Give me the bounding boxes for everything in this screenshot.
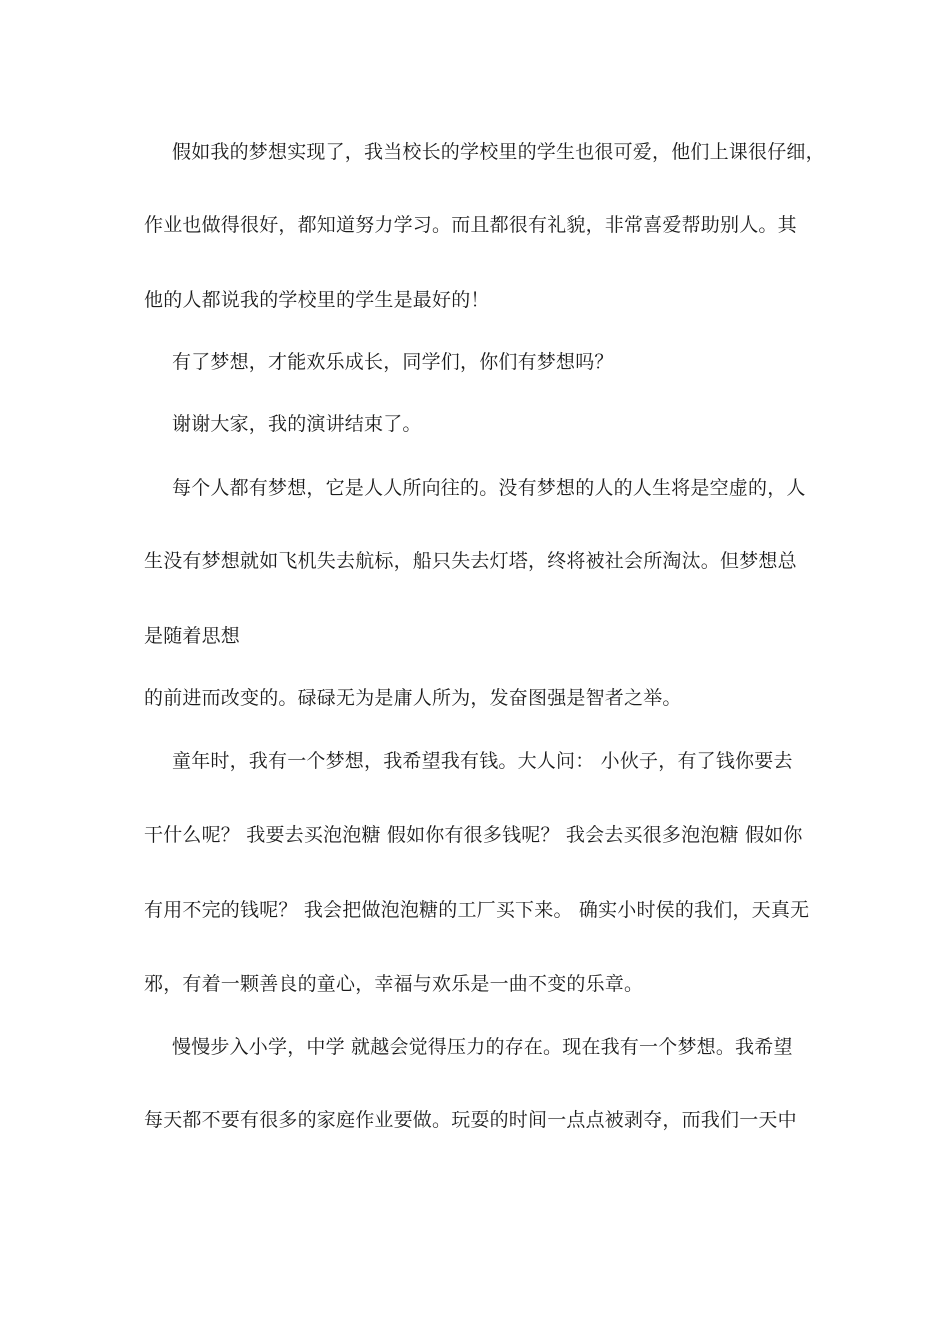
- paragraph-line: 生没有梦想就如飞机失去航标，船只失去灯塔，终将被社会所淘汰。但梦想总: [144, 550, 797, 572]
- paragraph-line: 有了梦想，才能欢乐成长，同学们，你们有梦想吗？: [172, 351, 614, 373]
- paragraph-line: 邪，有着一颗善良的童心，幸福与欢乐是一曲不变的乐章。: [144, 973, 644, 995]
- paragraph-line: 他的人都说我的学校里的学生是最好的！: [144, 289, 490, 311]
- paragraph-line: 谢谢大家，我的演讲结束了。: [172, 413, 422, 435]
- paragraph-line: 作业也做得很好，都知道努力学习。而且都很有礼貌，非常喜爱帮助别人。其: [144, 214, 797, 236]
- paragraph-line: 干什么呢？ 我要去买泡泡糖 假如你有很多钱呢？ 我会去买很多泡泡糖 假如你: [144, 824, 803, 846]
- paragraph-line: 慢慢步入小学，中学 就越会觉得压力的存在。现在我有一个梦想。我希望: [172, 1036, 793, 1058]
- paragraph-line: 的前进而改变的。碌碌无为是庸人所为，发奋图强是智者之举。: [144, 687, 682, 709]
- paragraph-line: 每天都不要有很多的家庭作业要做。玩耍的时间一点点被剥夺，而我们一天中: [144, 1109, 797, 1131]
- paragraph-line: 每个人都有梦想，它是人人所向往的。没有梦想的人的人生将是空虚的，人: [172, 477, 806, 499]
- paragraph-line: 是随着思想: [144, 625, 241, 647]
- paragraph-line: 有用不完的钱呢？ 我会把做泡泡糖的工厂买下来。 确实小时侯的我们，天真无: [144, 899, 810, 921]
- paragraph-line: 童年时，我有一个梦想，我希望我有钱。大人问： 小伙子，有了钱你要去: [172, 750, 793, 772]
- paragraph-line: 假如我的梦想实现了，我当校长的学校里的学生也很可爱，他们上课很仔细，: [172, 141, 825, 163]
